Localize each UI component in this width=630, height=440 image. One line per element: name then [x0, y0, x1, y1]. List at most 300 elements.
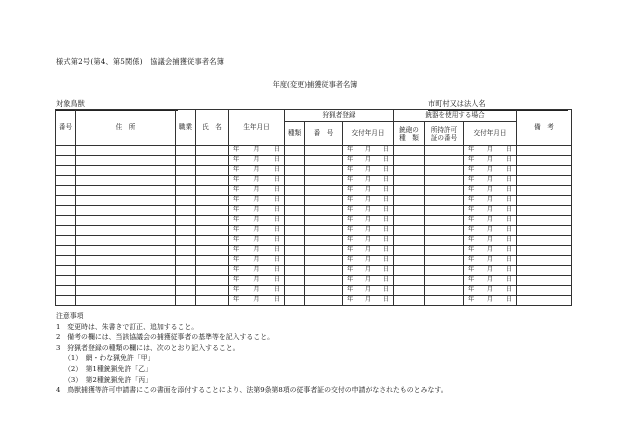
cell-reg-issue-date[interactable]: [343, 176, 394, 186]
date-part: 日: [382, 296, 389, 304]
cell-name[interactable]: [196, 176, 229, 186]
cell-address[interactable]: [76, 236, 176, 246]
cell-address[interactable]: [76, 286, 176, 296]
cell-name[interactable]: [196, 186, 229, 196]
cell-occupation[interactable]: [176, 296, 196, 306]
cell-reg-type[interactable]: [285, 196, 305, 206]
cell-reg-type[interactable]: [285, 266, 305, 276]
cell-remarks[interactable]: [517, 176, 572, 186]
date-part: 月: [364, 156, 372, 164]
roster-table: [55, 109, 572, 306]
cell-permit-issue-date[interactable]: [464, 236, 517, 246]
cell-occupation[interactable]: [176, 186, 196, 196]
date-part: 年: [468, 206, 475, 214]
cell-remarks[interactable]: [517, 256, 572, 266]
table-row: [56, 196, 572, 206]
cell-reg-issue-date[interactable]: [343, 196, 394, 206]
cell-name[interactable]: [196, 286, 229, 296]
cell-permit-number[interactable]: [425, 186, 464, 196]
date-part: 年: [468, 236, 475, 244]
cell-address[interactable]: [76, 186, 176, 196]
cell-name[interactable]: [196, 216, 229, 226]
cell-birthdate[interactable]: [229, 216, 285, 226]
cell-permit-issue-date[interactable]: [464, 196, 517, 206]
cell-address[interactable]: [76, 296, 176, 306]
cell-reg-number[interactable]: [305, 186, 343, 196]
cell-reg-issue-date[interactable]: [343, 296, 394, 306]
cell-number[interactable]: [56, 256, 76, 266]
date-part: 年: [347, 186, 354, 194]
date-part: 日: [505, 156, 512, 164]
cell-address[interactable]: [76, 156, 176, 166]
cell-reg-number[interactable]: [305, 206, 343, 216]
cell-gun-type[interactable]: [394, 236, 425, 246]
cell-name[interactable]: [196, 256, 229, 266]
cell-birthdate[interactable]: [229, 166, 285, 176]
date-part: 日: [505, 196, 512, 204]
cell-permit-number[interactable]: [425, 196, 464, 206]
date-part: 年: [233, 166, 240, 174]
cell-reg-issue-date[interactable]: [343, 206, 394, 216]
cell-reg-issue-date[interactable]: [343, 186, 394, 196]
cell-gun-type[interactable]: [394, 146, 425, 156]
cell-gun-type[interactable]: [394, 166, 425, 176]
date-placeholder: [464, 146, 516, 155]
date-part: 年: [233, 286, 240, 294]
cell-number[interactable]: [56, 216, 76, 226]
cell-name[interactable]: [196, 206, 229, 216]
permit-line1: 所持許可: [430, 125, 458, 134]
date-part: 月: [364, 176, 372, 184]
cell-permit-issue-date[interactable]: [464, 166, 517, 176]
date-part: 月: [253, 296, 260, 304]
date-placeholder: [229, 166, 284, 175]
date-part: 日: [382, 156, 389, 164]
cell-occupation[interactable]: [176, 156, 196, 166]
date-part: 年: [233, 296, 240, 304]
cell-address[interactable]: [76, 256, 176, 266]
cell-permit-number[interactable]: [425, 266, 464, 276]
cell-occupation[interactable]: [176, 286, 196, 296]
cell-reg-type[interactable]: [285, 296, 305, 306]
cell-address[interactable]: [76, 176, 176, 186]
cell-reg-number[interactable]: [305, 286, 343, 296]
document-title: 年度(変更)捕獲従事者名簿: [272, 80, 358, 89]
cell-reg-issue-date[interactable]: [343, 276, 394, 286]
cell-birthdate[interactable]: [229, 296, 285, 306]
cell-number[interactable]: [56, 286, 76, 296]
header-firearm-case: 銃器を使用する場合: [394, 110, 517, 122]
cell-reg-type[interactable]: [285, 226, 305, 236]
date-part: 月: [364, 276, 372, 284]
cell-reg-type[interactable]: [285, 276, 305, 286]
date-part: 月: [486, 166, 494, 174]
cell-birthdate[interactable]: [229, 286, 285, 296]
cell-occupation[interactable]: [176, 256, 196, 266]
cell-birthdate[interactable]: [229, 156, 285, 166]
cell-reg-issue-date[interactable]: [343, 256, 394, 266]
cell-permit-issue-date[interactable]: [464, 286, 517, 296]
cell-name[interactable]: [196, 156, 229, 166]
date-part: 月: [486, 256, 494, 264]
date-placeholder: [229, 256, 284, 265]
cell-birthdate[interactable]: [229, 256, 285, 266]
cell-permit-issue-date[interactable]: [464, 226, 517, 236]
cell-permit-number[interactable]: [425, 296, 464, 306]
note-subitem: （3） 第2種銃猟免許「丙」: [64, 375, 153, 384]
date-part: 日: [273, 146, 280, 154]
cell-permit-number[interactable]: [425, 216, 464, 226]
date-part: 月: [253, 216, 260, 224]
cell-reg-type[interactable]: [285, 166, 305, 176]
cell-birthdate[interactable]: [229, 196, 285, 206]
cell-remarks[interactable]: [517, 286, 572, 296]
date-part: 年: [347, 256, 354, 264]
date-part: 日: [382, 166, 389, 174]
cell-permit-number[interactable]: [425, 256, 464, 266]
date-part: 月: [253, 246, 260, 254]
cell-reg-issue-date[interactable]: [343, 266, 394, 276]
cell-gun-type[interactable]: [394, 186, 425, 196]
date-part: 月: [253, 146, 260, 154]
cell-name[interactable]: [196, 236, 229, 246]
cell-permit-number[interactable]: [425, 236, 464, 246]
cell-reg-type[interactable]: [285, 216, 305, 226]
cell-reg-number[interactable]: [305, 146, 343, 156]
date-placeholder: [464, 156, 516, 165]
date-placeholder: [343, 296, 393, 305]
date-part: 年: [347, 216, 354, 224]
cell-reg-issue-date[interactable]: [343, 146, 394, 156]
cell-name[interactable]: [196, 226, 229, 236]
date-part: 月: [253, 156, 260, 164]
cell-permit-issue-date[interactable]: [464, 146, 517, 156]
cell-occupation[interactable]: [176, 236, 196, 246]
cell-number[interactable]: [56, 176, 76, 186]
cell-permit-issue-date[interactable]: [464, 216, 517, 226]
cell-number[interactable]: [56, 206, 76, 216]
cell-reg-type[interactable]: [285, 186, 305, 196]
cell-reg-issue-date[interactable]: [343, 156, 394, 166]
date-part: 日: [273, 246, 280, 254]
cell-number[interactable]: [56, 226, 76, 236]
cell-number[interactable]: [56, 166, 76, 176]
cell-birthdate[interactable]: [229, 146, 285, 156]
cell-number[interactable]: [56, 246, 76, 256]
cell-number[interactable]: [56, 146, 76, 156]
cell-reg-number[interactable]: [305, 216, 343, 226]
cell-gun-type[interactable]: [394, 226, 425, 236]
date-part: 月: [253, 286, 260, 294]
cell-permit-issue-date[interactable]: [464, 176, 517, 186]
cell-birthdate[interactable]: [229, 276, 285, 286]
cell-birthdate[interactable]: [229, 186, 285, 196]
date-part: 年: [233, 176, 240, 184]
cell-occupation[interactable]: [176, 246, 196, 256]
cell-name[interactable]: [196, 266, 229, 276]
date-part: 年: [347, 246, 354, 254]
cell-permit-issue-date[interactable]: [464, 276, 517, 286]
cell-gun-type[interactable]: [394, 276, 425, 286]
cell-occupation[interactable]: [176, 266, 196, 276]
cell-remarks[interactable]: [517, 246, 572, 256]
cell-permit-issue-date[interactable]: [464, 246, 517, 256]
cell-permit-number[interactable]: [425, 156, 464, 166]
note-item: 4 鳥獣捕獲等許可申請書にこの書面を添付することにより、法第9条第8項の従事者証の交付の申請がなされたものとみなす。: [56, 386, 448, 395]
cell-permit-issue-date[interactable]: [464, 266, 517, 276]
date-placeholder: [464, 236, 516, 245]
cell-address[interactable]: [76, 166, 176, 176]
cell-birthdate[interactable]: [229, 206, 285, 216]
header-address: 住 所: [76, 110, 176, 146]
date-placeholder: [464, 176, 516, 185]
gun-type-line2: 種 類: [399, 133, 419, 142]
cell-birthdate[interactable]: [229, 176, 285, 186]
cell-gun-type[interactable]: [394, 156, 425, 166]
date-part: 年: [233, 196, 240, 204]
cell-reg-type[interactable]: [285, 246, 305, 256]
cell-remarks[interactable]: [517, 266, 572, 276]
date-placeholder: [229, 296, 284, 305]
cell-address[interactable]: [76, 146, 176, 156]
date-part: 年: [233, 276, 240, 284]
date-placeholder: [229, 186, 284, 195]
cell-reg-type[interactable]: [285, 256, 305, 266]
date-placeholder: [229, 206, 284, 215]
cell-remarks[interactable]: [517, 156, 572, 166]
date-part: 年: [468, 186, 475, 194]
cell-permit-number[interactable]: [425, 276, 464, 286]
cell-permit-number[interactable]: [425, 226, 464, 236]
cell-birthdate[interactable]: [229, 236, 285, 246]
cell-remarks[interactable]: [517, 146, 572, 156]
cell-address[interactable]: [76, 226, 176, 236]
cell-number[interactable]: [56, 276, 76, 286]
date-placeholder: [343, 226, 393, 235]
cell-occupation[interactable]: [176, 196, 196, 206]
cell-name[interactable]: [196, 246, 229, 256]
table-row: [56, 256, 572, 266]
cell-name[interactable]: [196, 146, 229, 156]
date-part: 年: [347, 146, 354, 154]
cell-reg-number[interactable]: [305, 226, 343, 236]
date-part: 年: [468, 246, 475, 254]
cell-occupation[interactable]: [176, 276, 196, 286]
date-part: 月: [486, 196, 494, 204]
date-part: 日: [505, 296, 512, 304]
cell-reg-number[interactable]: [305, 176, 343, 186]
cell-reg-type[interactable]: [285, 286, 305, 296]
table-row: [56, 296, 572, 306]
cell-occupation[interactable]: [176, 166, 196, 176]
cell-reg-issue-date[interactable]: [343, 286, 394, 296]
cell-gun-type[interactable]: [394, 216, 425, 226]
cell-permit-number[interactable]: [425, 166, 464, 176]
cell-birthdate[interactable]: [229, 266, 285, 276]
cell-remarks[interactable]: [517, 166, 572, 176]
date-part: 日: [273, 226, 280, 234]
cell-gun-type[interactable]: [394, 196, 425, 206]
cell-permit-issue-date[interactable]: [464, 206, 517, 216]
cell-occupation[interactable]: [176, 146, 196, 156]
cell-address[interactable]: [76, 266, 176, 276]
table-row: [56, 186, 572, 196]
date-part: 年: [233, 266, 240, 274]
date-placeholder: [464, 276, 516, 285]
cell-permit-issue-date[interactable]: [464, 296, 517, 306]
gun-type-line1: 銃砲の: [399, 125, 419, 134]
date-placeholder: [464, 166, 516, 175]
cell-reg-number[interactable]: [305, 166, 343, 176]
cell-permit-issue-date[interactable]: [464, 256, 517, 266]
cell-birthdate[interactable]: [229, 226, 285, 236]
cell-remarks[interactable]: [517, 186, 572, 196]
cell-number[interactable]: [56, 196, 76, 206]
date-part: 月: [486, 236, 494, 244]
date-part: 日: [505, 176, 512, 184]
date-part: 月: [364, 296, 372, 304]
cell-address[interactable]: [76, 206, 176, 216]
cell-number[interactable]: [56, 296, 76, 306]
cell-occupation[interactable]: [176, 176, 196, 186]
cell-reg-type[interactable]: [285, 206, 305, 216]
date-part: 日: [273, 156, 280, 164]
date-part: 日: [382, 236, 389, 244]
cell-permit-number[interactable]: [425, 206, 464, 216]
cell-occupation[interactable]: [176, 226, 196, 236]
table-row: [56, 176, 572, 186]
date-part: 年: [468, 296, 475, 304]
cell-reg-number[interactable]: [305, 196, 343, 206]
cell-address[interactable]: [76, 276, 176, 286]
cell-reg-type[interactable]: [285, 156, 305, 166]
cell-gun-type[interactable]: [394, 246, 425, 256]
cell-permit-number[interactable]: [425, 246, 464, 256]
cell-number[interactable]: [56, 236, 76, 246]
cell-remarks[interactable]: [517, 236, 572, 246]
cell-reg-number[interactable]: [305, 156, 343, 166]
date-part: 月: [486, 226, 494, 234]
cell-reg-number[interactable]: [305, 236, 343, 246]
target-animal-field[interactable]: 対象鳥獣: [56, 99, 178, 111]
cell-gun-type[interactable]: [394, 206, 425, 216]
cell-reg-number[interactable]: [305, 246, 343, 256]
cell-occupation[interactable]: [176, 206, 196, 216]
cell-name[interactable]: [196, 276, 229, 286]
cell-reg-number[interactable]: [305, 276, 343, 286]
cell-permit-issue-date[interactable]: [464, 156, 517, 166]
cell-number[interactable]: [56, 266, 76, 276]
date-placeholder: [343, 246, 393, 255]
date-placeholder: [343, 146, 393, 155]
date-part: 年: [468, 226, 475, 234]
cell-reg-number[interactable]: [305, 266, 343, 276]
date-part: 日: [273, 276, 280, 284]
cell-permit-issue-date[interactable]: [464, 186, 517, 196]
cell-gun-type[interactable]: [394, 176, 425, 186]
date-part: 月: [253, 196, 260, 204]
date-part: 月: [253, 276, 260, 284]
cell-name[interactable]: [196, 296, 229, 306]
cell-reg-issue-date[interactable]: [343, 226, 394, 236]
date-part: 月: [486, 266, 494, 274]
cell-remarks[interactable]: [517, 196, 572, 206]
header-reg-issue-date: 交付年月日: [343, 122, 394, 146]
cell-gun-type[interactable]: [394, 296, 425, 306]
cell-reg-issue-date[interactable]: [343, 216, 394, 226]
cell-gun-type[interactable]: [394, 286, 425, 296]
cell-remarks[interactable]: [517, 296, 572, 306]
cell-reg-number[interactable]: [305, 256, 343, 266]
date-part: 月: [486, 176, 494, 184]
date-part: 年: [468, 266, 475, 274]
cell-remarks[interactable]: [517, 216, 572, 226]
header-occupation: 職業: [176, 110, 196, 146]
date-part: 日: [273, 286, 280, 294]
date-placeholder: [343, 266, 393, 275]
date-part: 年: [347, 226, 354, 234]
cell-address[interactable]: [76, 196, 176, 206]
cell-permit-number[interactable]: [425, 176, 464, 186]
cell-address[interactable]: [76, 246, 176, 256]
date-placeholder: [343, 276, 393, 285]
cell-permit-number[interactable]: [425, 146, 464, 156]
date-part: 日: [505, 246, 512, 254]
cell-address[interactable]: [76, 216, 176, 226]
table-row: [56, 216, 572, 226]
cell-reg-number[interactable]: [305, 296, 343, 306]
cell-reg-type[interactable]: [285, 146, 305, 156]
cell-birthdate[interactable]: [229, 246, 285, 256]
date-part: 月: [364, 146, 372, 154]
cell-occupation[interactable]: [176, 216, 196, 226]
date-part: 日: [505, 166, 512, 174]
cell-reg-issue-date[interactable]: [343, 236, 394, 246]
date-part: 日: [505, 146, 512, 154]
cell-number[interactable]: [56, 186, 76, 196]
cell-remarks[interactable]: [517, 226, 572, 236]
cell-permit-number[interactable]: [425, 286, 464, 296]
cell-reg-type[interactable]: [285, 176, 305, 186]
date-part: 年: [347, 296, 354, 304]
date-part: 年: [347, 176, 354, 184]
cell-reg-issue-date[interactable]: [343, 246, 394, 256]
cell-gun-type[interactable]: [394, 256, 425, 266]
date-placeholder: [464, 256, 516, 265]
date-part: 月: [253, 166, 260, 174]
cell-name[interactable]: [196, 166, 229, 176]
cell-reg-issue-date[interactable]: [343, 166, 394, 176]
date-part: 日: [505, 276, 512, 284]
date-part: 年: [347, 286, 354, 294]
cell-remarks[interactable]: [517, 206, 572, 216]
cell-gun-type[interactable]: [394, 266, 425, 276]
date-placeholder: [229, 176, 284, 185]
municipality-field[interactable]: 市町村又は法人名: [428, 99, 568, 111]
table-row: [56, 226, 572, 236]
cell-name[interactable]: [196, 196, 229, 206]
cell-reg-type[interactable]: [285, 236, 305, 246]
header-birthdate: 生年月日: [229, 110, 285, 146]
date-part: 年: [233, 226, 240, 234]
date-part: 日: [382, 266, 389, 274]
date-part: 年: [468, 196, 475, 204]
note-item: 3 狩猟者登録の種類の欄には、次のとおり記入すること。: [56, 343, 240, 352]
cell-remarks[interactable]: [517, 276, 572, 286]
cell-number[interactable]: [56, 156, 76, 166]
date-part: 月: [364, 216, 372, 224]
header-permit-number: [425, 122, 464, 146]
